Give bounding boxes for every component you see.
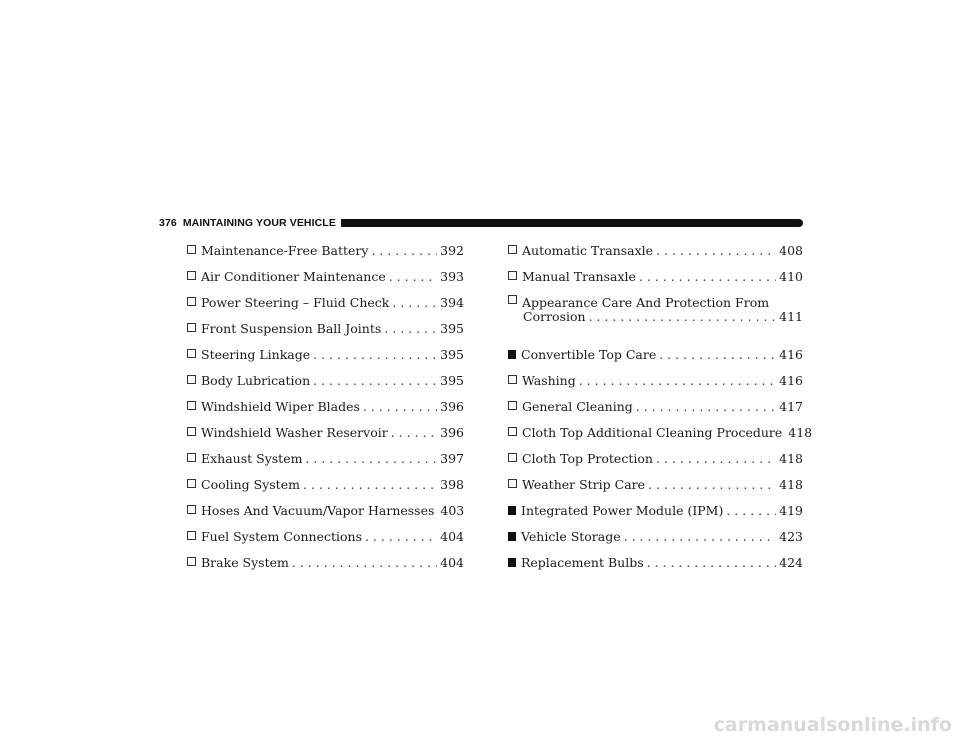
open-square-bullet-icon: [508, 427, 517, 436]
open-square-bullet-icon: [508, 295, 517, 304]
watermark: carmanualsonline.info: [713, 714, 952, 736]
filled-square-bullet-icon: [508, 350, 516, 359]
open-square-bullet-icon: [508, 453, 517, 462]
toc-entry[interactable]: Automatic Transaxle . . . 408: [508, 232, 803, 258]
open-square-bullet-icon: [508, 271, 517, 280]
open-square-bullet-icon: [187, 401, 196, 410]
toc-entry[interactable]: Steering Linkage . . . 395: [187, 336, 464, 362]
header-bar: [341, 219, 803, 227]
open-square-bullet-icon: [187, 479, 196, 488]
open-square-bullet-icon: [187, 323, 196, 332]
filled-square-bullet-icon: [508, 558, 516, 567]
toc-entry[interactable]: Front Suspension Ball Joints . . . 395: [187, 310, 464, 336]
filled-square-bullet-icon: [508, 506, 516, 515]
page-number: 376: [159, 217, 177, 229]
toc-entry[interactable]: Power Steering – Fluid Check . . . 394: [187, 284, 464, 310]
toc-entry[interactable]: Weather Strip Care . . . 418: [508, 466, 803, 492]
toc-entry[interactable]: Cloth Top Protection . . . 418: [508, 440, 803, 466]
filled-square-bullet-icon: [508, 532, 516, 541]
toc-entry[interactable]: Cloth Top Additional Cleaning Procedure 418: [508, 414, 803, 440]
toc-entry[interactable]: Washing . . . 416: [508, 362, 803, 388]
open-square-bullet-icon: [187, 349, 196, 358]
open-square-bullet-icon: [187, 271, 196, 280]
open-square-bullet-icon: [187, 531, 196, 540]
open-square-bullet-icon: [187, 297, 196, 306]
toc-right-column: [508, 232, 813, 570]
toc-entry[interactable]: Brake System . . . 404: [187, 544, 464, 570]
header-text: [159, 217, 336, 229]
toc-entry[interactable]: Manual Transaxle . . . 410: [508, 258, 803, 284]
open-square-bullet-icon: [187, 245, 196, 254]
open-square-bullet-icon: [508, 401, 517, 410]
open-square-bullet-icon: [508, 479, 517, 488]
toc-left-column: [187, 232, 464, 570]
open-square-bullet-icon: [187, 505, 196, 514]
toc-entry[interactable]: Hoses And Vacuum/Vapor Harnesses 403: [187, 492, 464, 518]
toc-section-entry[interactable]: Integrated Power Module (IPM) . . . 419: [508, 492, 803, 518]
toc-section-entry[interactable]: Replacement Bulbs . . . 424: [508, 544, 803, 570]
open-square-bullet-icon: [508, 375, 517, 384]
toc-entry[interactable]: Body Lubrication . . . 395: [187, 362, 464, 388]
toc-entry[interactable]: Windshield Washer Reservoir . . . 396: [187, 414, 464, 440]
toc-entry[interactable]: Fuel System Connections . . . 404: [187, 518, 464, 544]
toc-entry[interactable]: General Cleaning . . . 417: [508, 388, 803, 414]
section-title: MAINTAINING YOUR VEHICLE: [182, 217, 336, 229]
toc-entry[interactable]: Air Conditioner Maintenance . . . 393: [187, 258, 464, 284]
toc-entry[interactable]: Maintenance-Free Battery . . . 392: [187, 232, 464, 258]
page-header: [159, 216, 803, 230]
open-square-bullet-icon: [508, 245, 517, 254]
open-square-bullet-icon: [187, 453, 196, 462]
toc-entry[interactable]: Cooling System . . . 398: [187, 466, 464, 492]
open-square-bullet-icon: [187, 427, 196, 436]
toc-entry[interactable]: Exhaust System . . . 397: [187, 440, 464, 466]
toc-entry[interactable]: Windshield Wiper Blades . . . 396: [187, 388, 464, 414]
toc-section-entry[interactable]: Vehicle Storage . . . 423: [508, 518, 803, 544]
toc-section-entry[interactable]: Convertible Top Care . . . 416: [508, 336, 803, 362]
open-square-bullet-icon: [187, 375, 196, 384]
toc-entry-two-line[interactable]: Appearance Care And Protection From Corrosion . . . 411: [508, 296, 803, 336]
open-square-bullet-icon: [187, 557, 196, 566]
